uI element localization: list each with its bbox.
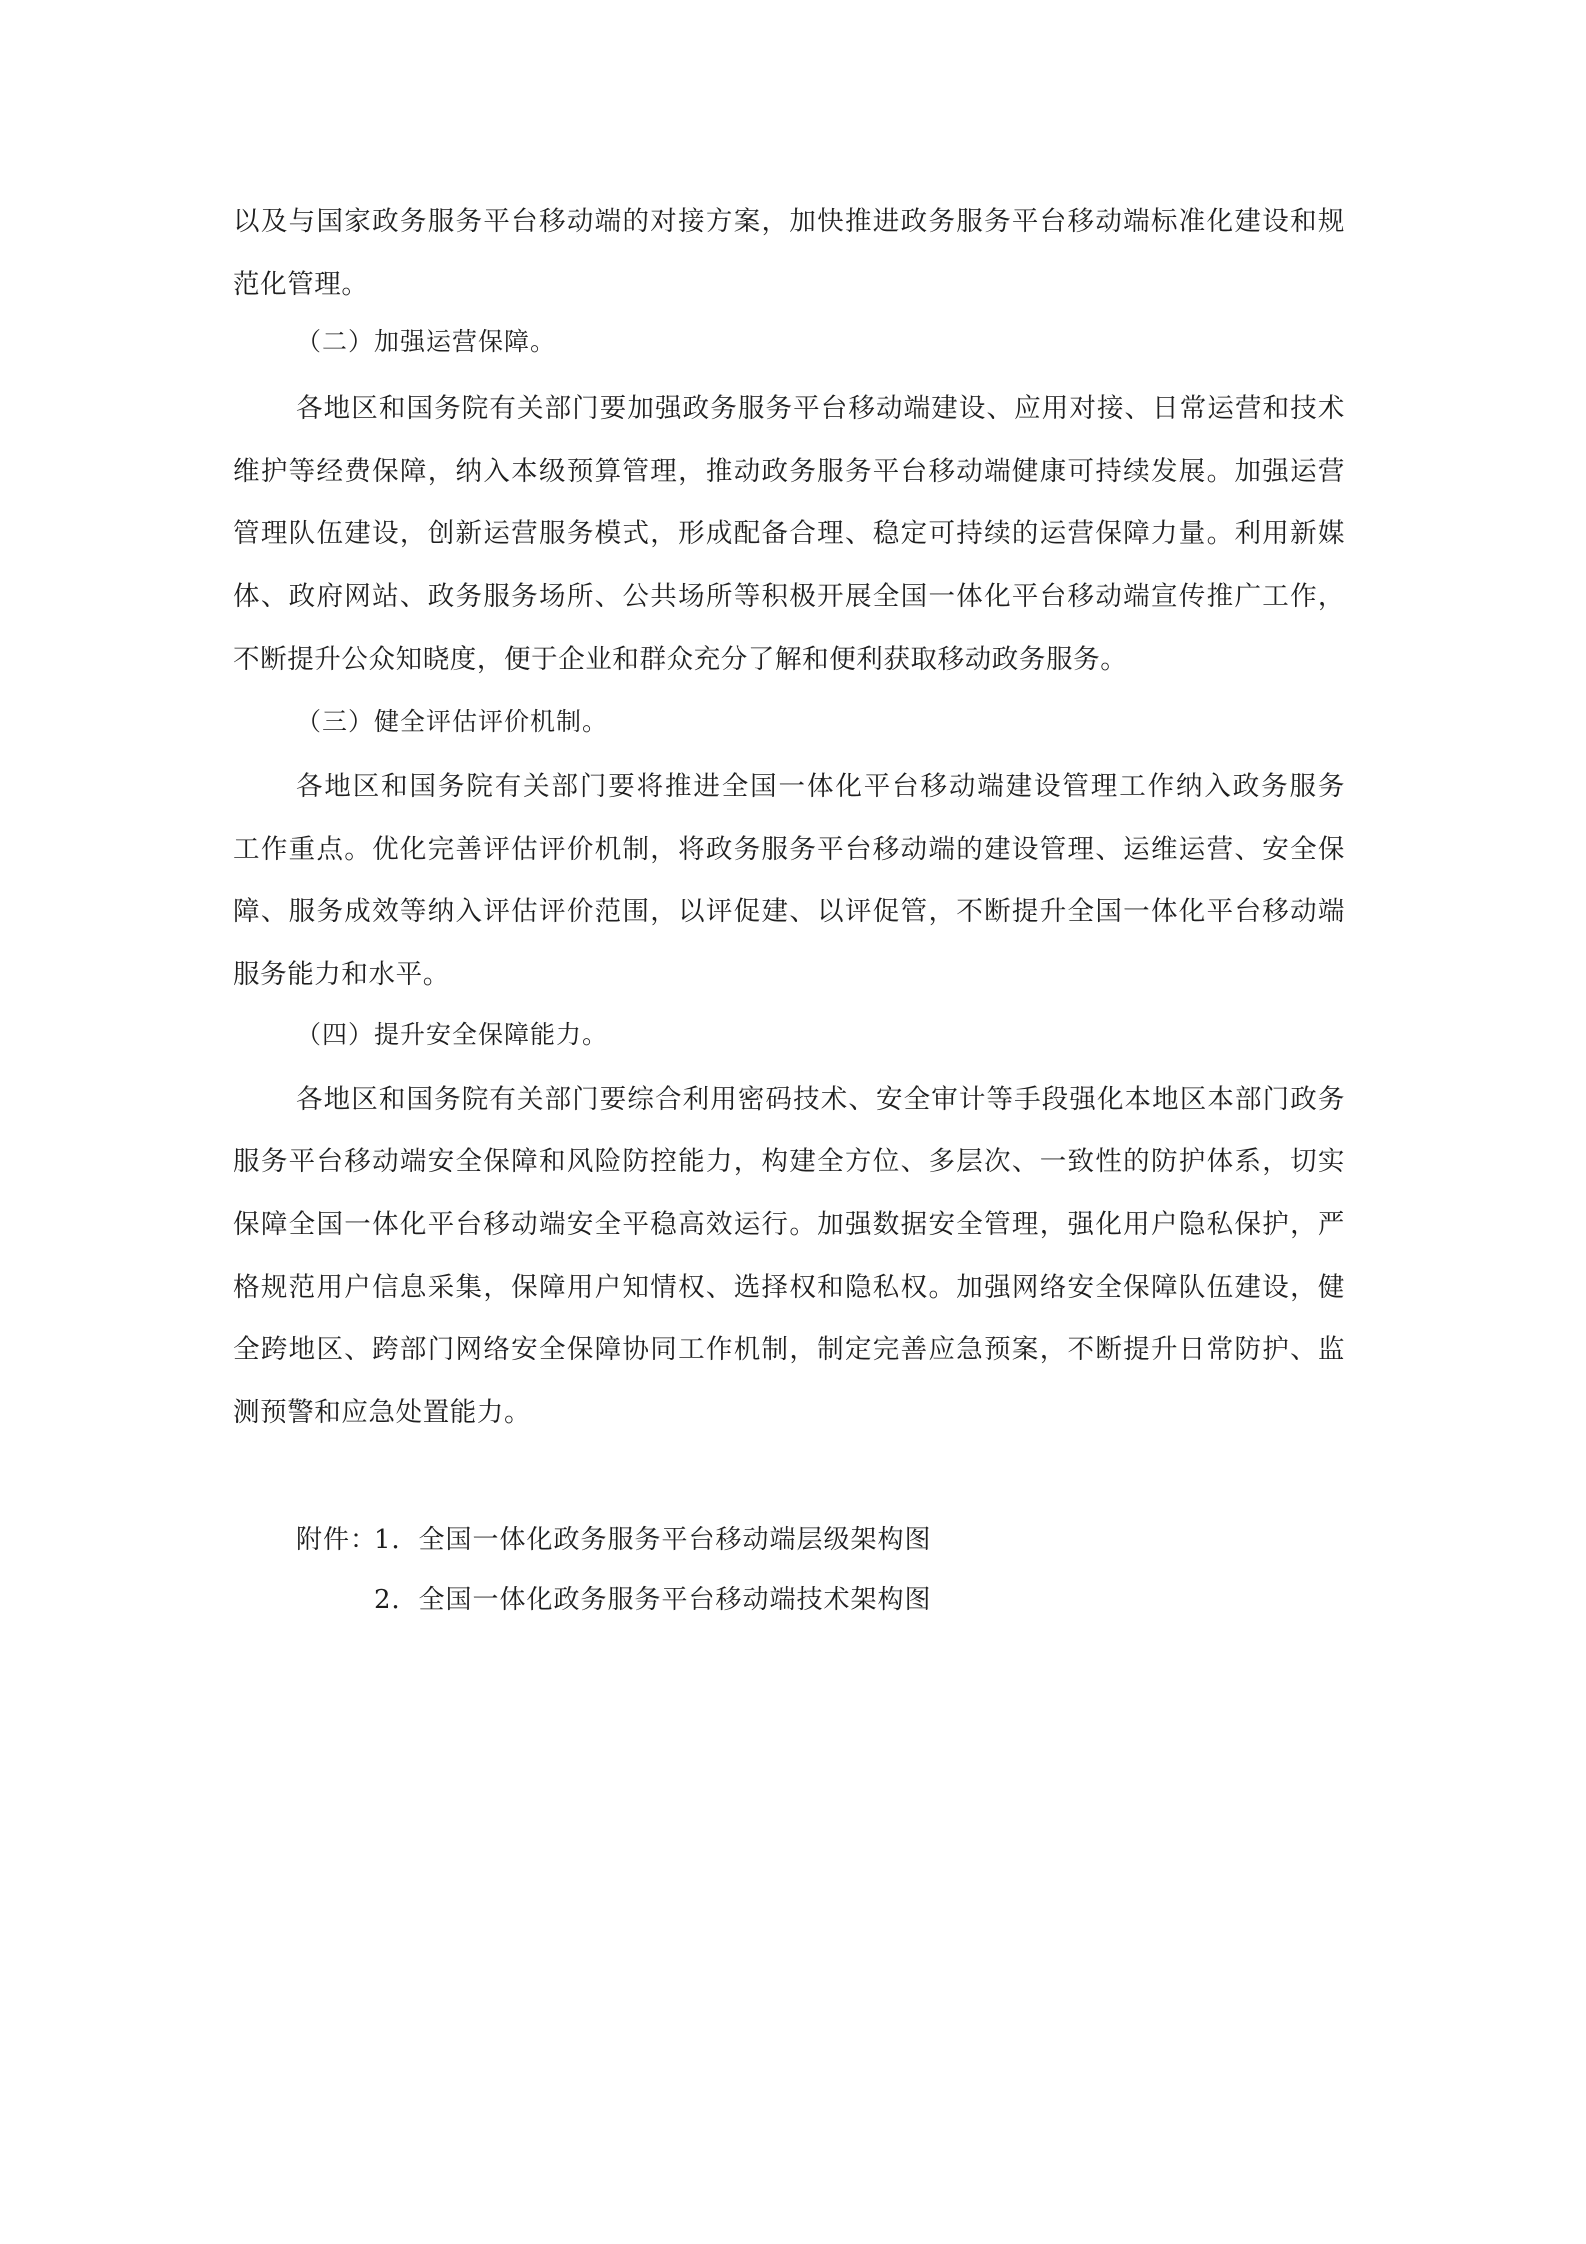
paragraph-line: 不断提升公众知晓度，便于企业和群众充分了解和便利获取移动政务服务。 [233, 644, 1128, 675]
paragraph-line: 管理队伍建设，创新运营服务模式，形成配备合理、稳定可持续的运营保障力量。利用新媒 [233, 518, 1345, 549]
attachment-item-2: 2．全国一体化政务服务平台移动端技术架构图 [374, 1585, 932, 1615]
section-heading-3: （三）健全评估评价机制。 [296, 707, 609, 736]
paragraph-line: 维护等经费保障，纳入本级预算管理，推动政务服务平台移动端健康可持续发展。加强运营 [233, 456, 1345, 487]
paragraph-line: 以及与国家政务服务平台移动端的对接方案，加快推进政务服务平台移动端标准化建设和规 [233, 206, 1345, 237]
paragraph-line: 测预警和应急处置能力。 [233, 1397, 532, 1428]
paragraph-line: 各地区和国务院有关部门要将推进全国一体化平台移动端建设管理工作纳入政务服务 [296, 771, 1345, 802]
attachment-item-1: 1．全国一体化政务服务平台移动端层级架构图 [374, 1525, 932, 1555]
section-heading-4: （四）提升安全保障能力。 [296, 1020, 609, 1049]
paragraph-line: 保障全国一体化平台移动端安全平稳高效运行。加强数据安全管理，强化用户隐私保护，严 [233, 1209, 1345, 1240]
paragraph-line: 工作重点。优化完善评估评价机制，将政务服务平台移动端的建设管理、运维运营、安全保 [233, 834, 1345, 865]
paragraph-line: 服务能力和水平。 [233, 959, 450, 990]
section-heading-2: （二）加强运营保障。 [296, 327, 557, 356]
paragraph-line: 障、服务成效等纳入评估评价范围，以评促建、以评促管，不断提升全国一体化平台移动端 [233, 896, 1345, 927]
paragraph-line: 范化管理。 [233, 269, 369, 300]
attachments-label: 附件： [296, 1525, 378, 1555]
paragraph-line: 服务平台移动端安全保障和风险防控能力，构建全方位、多层次、一致性的防护体系，切实 [233, 1146, 1345, 1177]
paragraph-line: 各地区和国务院有关部门要加强政务服务平台移动端建设、应用对接、日常运营和技术 [296, 393, 1345, 424]
paragraph-line: 格规范用户信息采集，保障用户知情权、选择权和隐私权。加强网络安全保障队伍建设，健 [233, 1272, 1345, 1303]
paragraph-line: 各地区和国务院有关部门要综合利用密码技术、安全审计等手段强化本地区本部门政务 [296, 1084, 1345, 1115]
paragraph-line: 全跨地区、跨部门网络安全保障协同工作机制，制定完善应急预案，不断提升日常防护、监 [233, 1334, 1345, 1365]
paragraph-line: 体、政府网站、政务服务场所、公共场所等积极开展全国一体化平台移动端宣传推广工作， [233, 581, 1345, 612]
